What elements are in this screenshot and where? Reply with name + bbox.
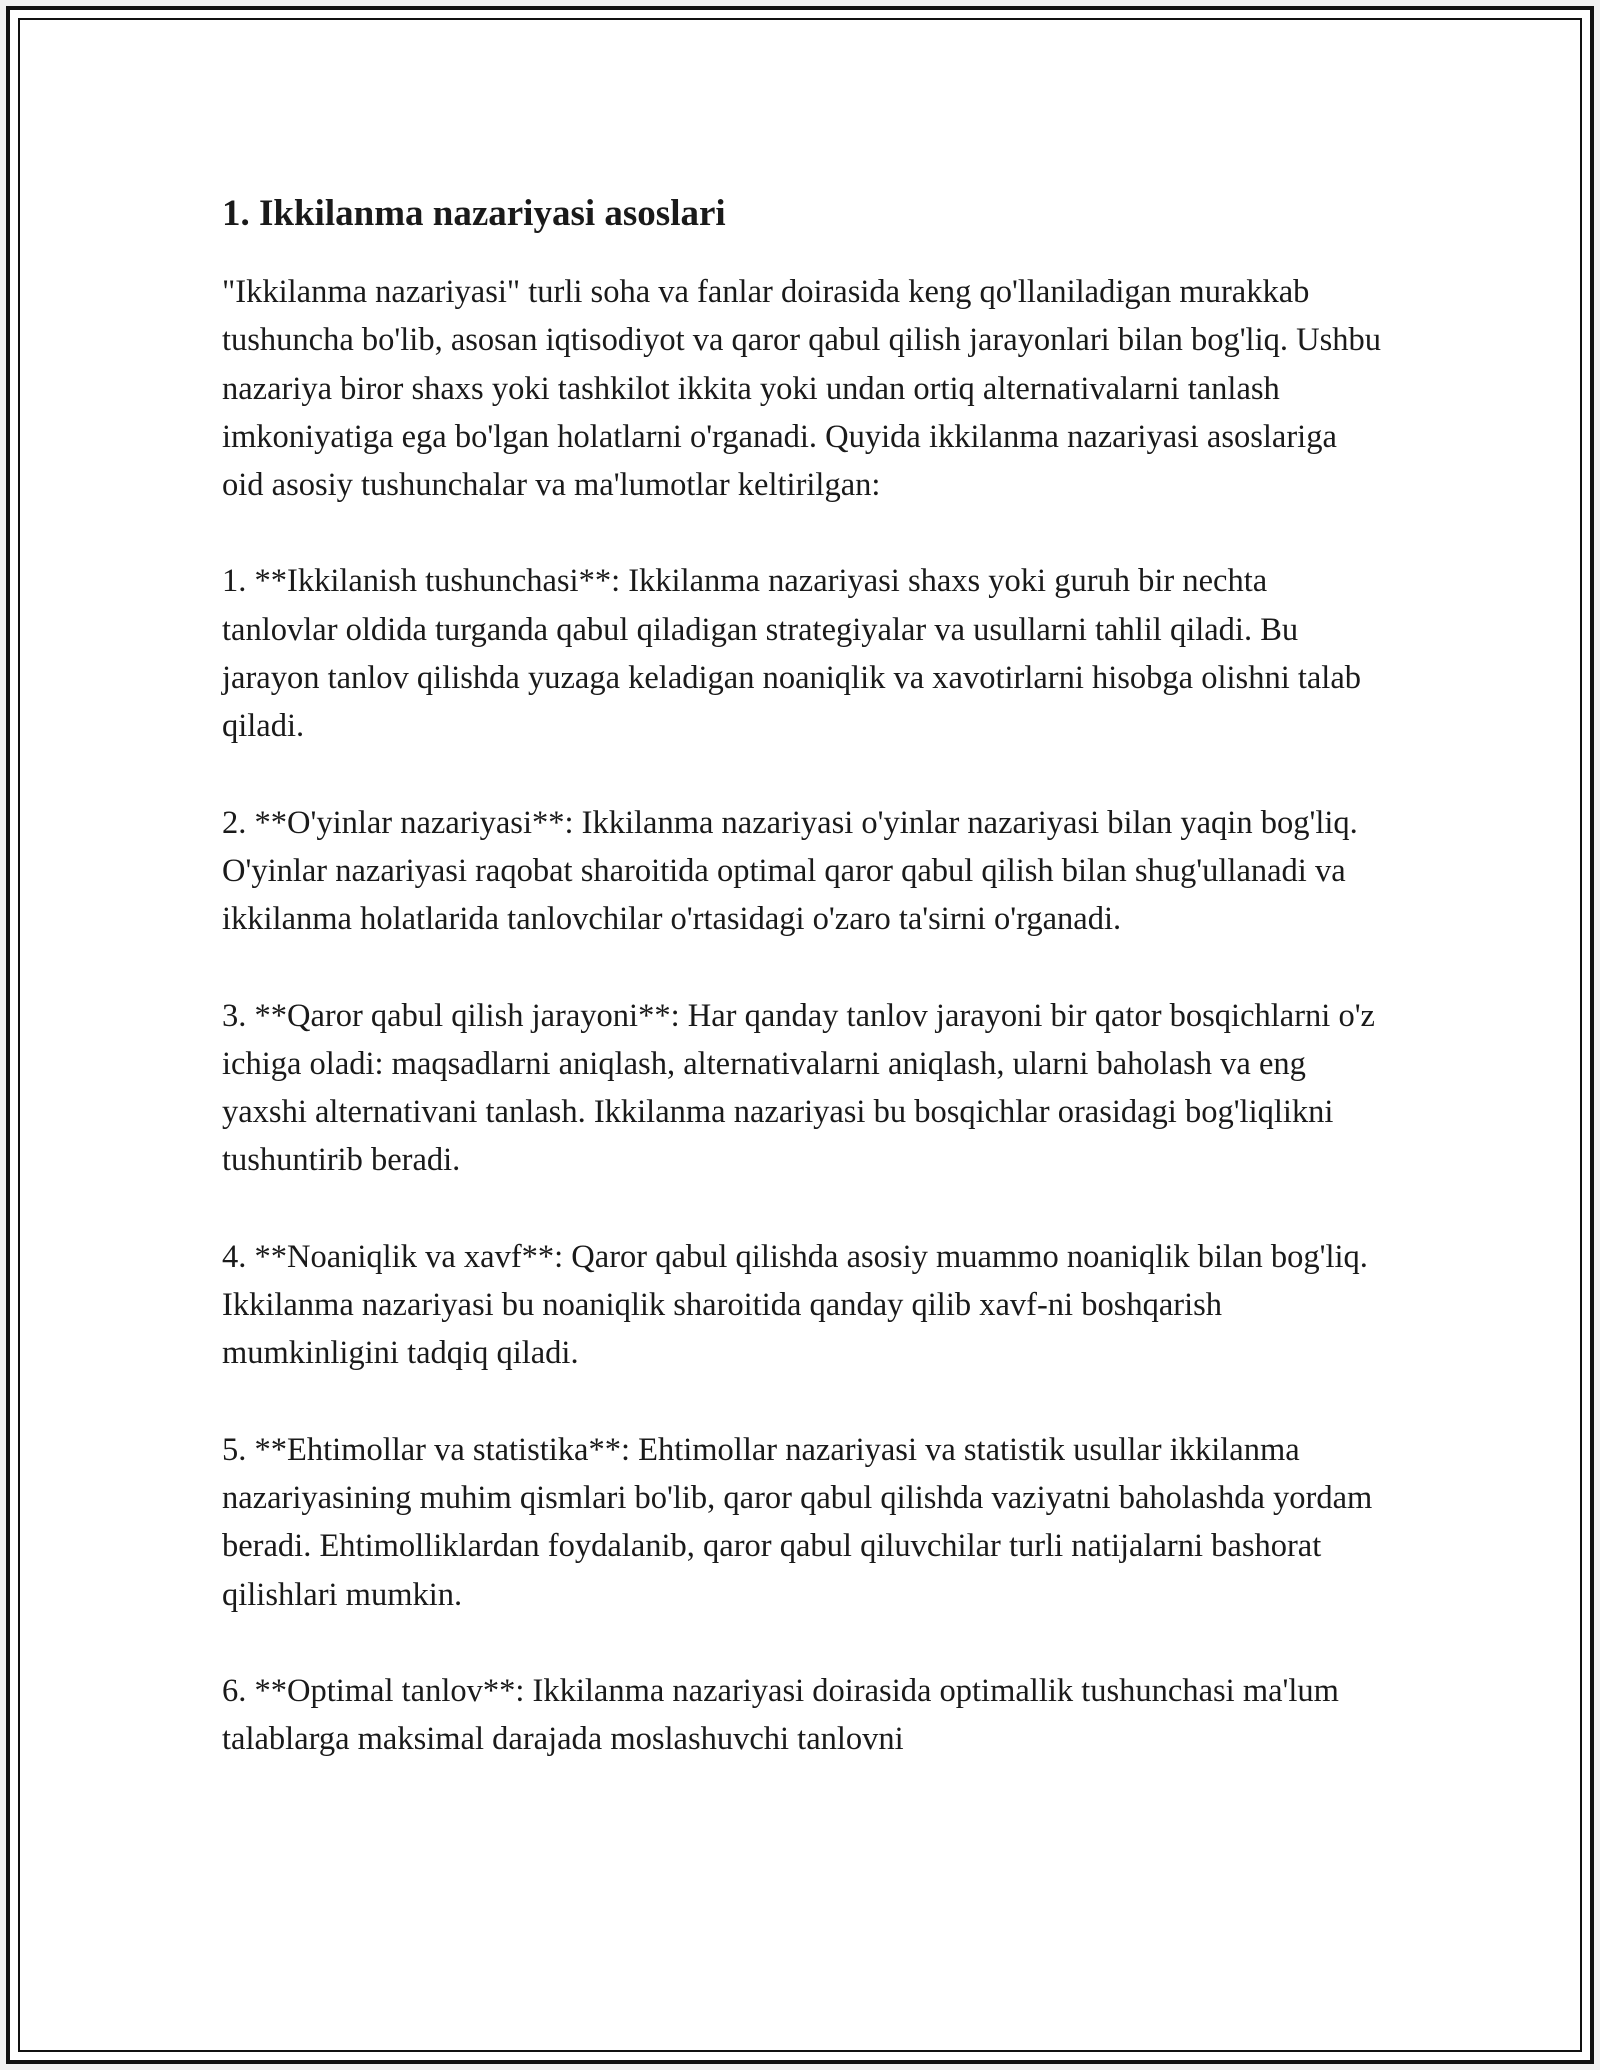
list-item-2-paragraph: 2. **O'yinlar nazariyasi**: Ikkilanma nazariyasi o'yinlar nazariyasi bilan yaqin bog'liq. O'yinlar nazariyasi raqobat sharoitida optimal qaror qabul qilish bilan shug'ullanadi va ikkilanma holatlarida tanlovchilar o'rtasidagi o'zaro ta'sirni o'rganadi. [222, 804, 1358, 938]
list-item-3-paragraph: 3. **Qaror qabul qilish jarayoni**: Har qanday tanlov jarayoni bir qator bosqichlarni o'z ichiga oladi: maqsadlarni aniqlash, alternativalarni aniqlash, ularni baholash va eng yaxshi alternativani tanlash. Ikkilanma nazariyasi bu bosqichlar orasidagi bog'liqlikni tushuntirib beradi. [222, 997, 1375, 1179]
list-item-5-paragraph: 5. **Ehtimollar va statistika**: Ehtimollar nazariyasi va statistik usullar ikkilanma nazariyasining muhim qismlari bo'lib, qaror qabul qilishda vaziyatni baholashda yordam beradi. Ehtimolliklardan foydalanib, qaror qabul qiluvchilar turli natijalarni bashorat qilishlari mumkin. [222, 1431, 1373, 1613]
intro-paragraph: "Ikkilanma nazariyasi" turli soha va fanlar doirasida keng qo'llaniladigan murakkab tushuncha bo'lib, asosan iqtisodiyot va qaror qabul qilish jarayonlari bilan bog'liq. Ushbu nazariya biror shaxs yoki tashkilot ikkita yoki undan ortiq alternativalarni tanlash imkoniyatiga ega bo'lgan holatlarni o'rganadi. Quyida ikkilanma nazariyasi asoslariga oid asosiy tushunchalar va ma'lumotlar keltirilgan: [222, 274, 1381, 504]
list-item-1-paragraph: 1. **Ikkilanish tushunchasi**: Ikkilanma nazariyasi shaxs yoki guruh bir nechta tanlovlar oldida turganda qabul qiladigan strategiyalar va usullarni tahlil qiladi. Bu jarayon tanlov qilishda yuzaga keladigan noaniqlik va xavotirlarni hisobga olishni talab qiladi. [222, 563, 1362, 745]
list-item-4-paragraph: 4. **Noaniqlik va xavf**: Qaror qabul qilishda asosiy muammo noaniqlik bilan bog'liq. Ikkilanma nazariyasi bu noaniqlik sharoitida qanday qilib xavf-ni boshqarish mumkinligini tadqiq qiladi. [222, 1238, 1368, 1372]
document-body [222, 182, 1382, 1811]
page-title: 1. Ikkilanma nazariyasi asoslari [222, 193, 726, 234]
list-item-6-paragraph: 6. **Optimal tanlov**: Ikkilanma nazariyasi doirasida optimallik tushunchasi ma'lum talablarga maksimal darajada moslashuvchi tanlovni [222, 1672, 1339, 1758]
